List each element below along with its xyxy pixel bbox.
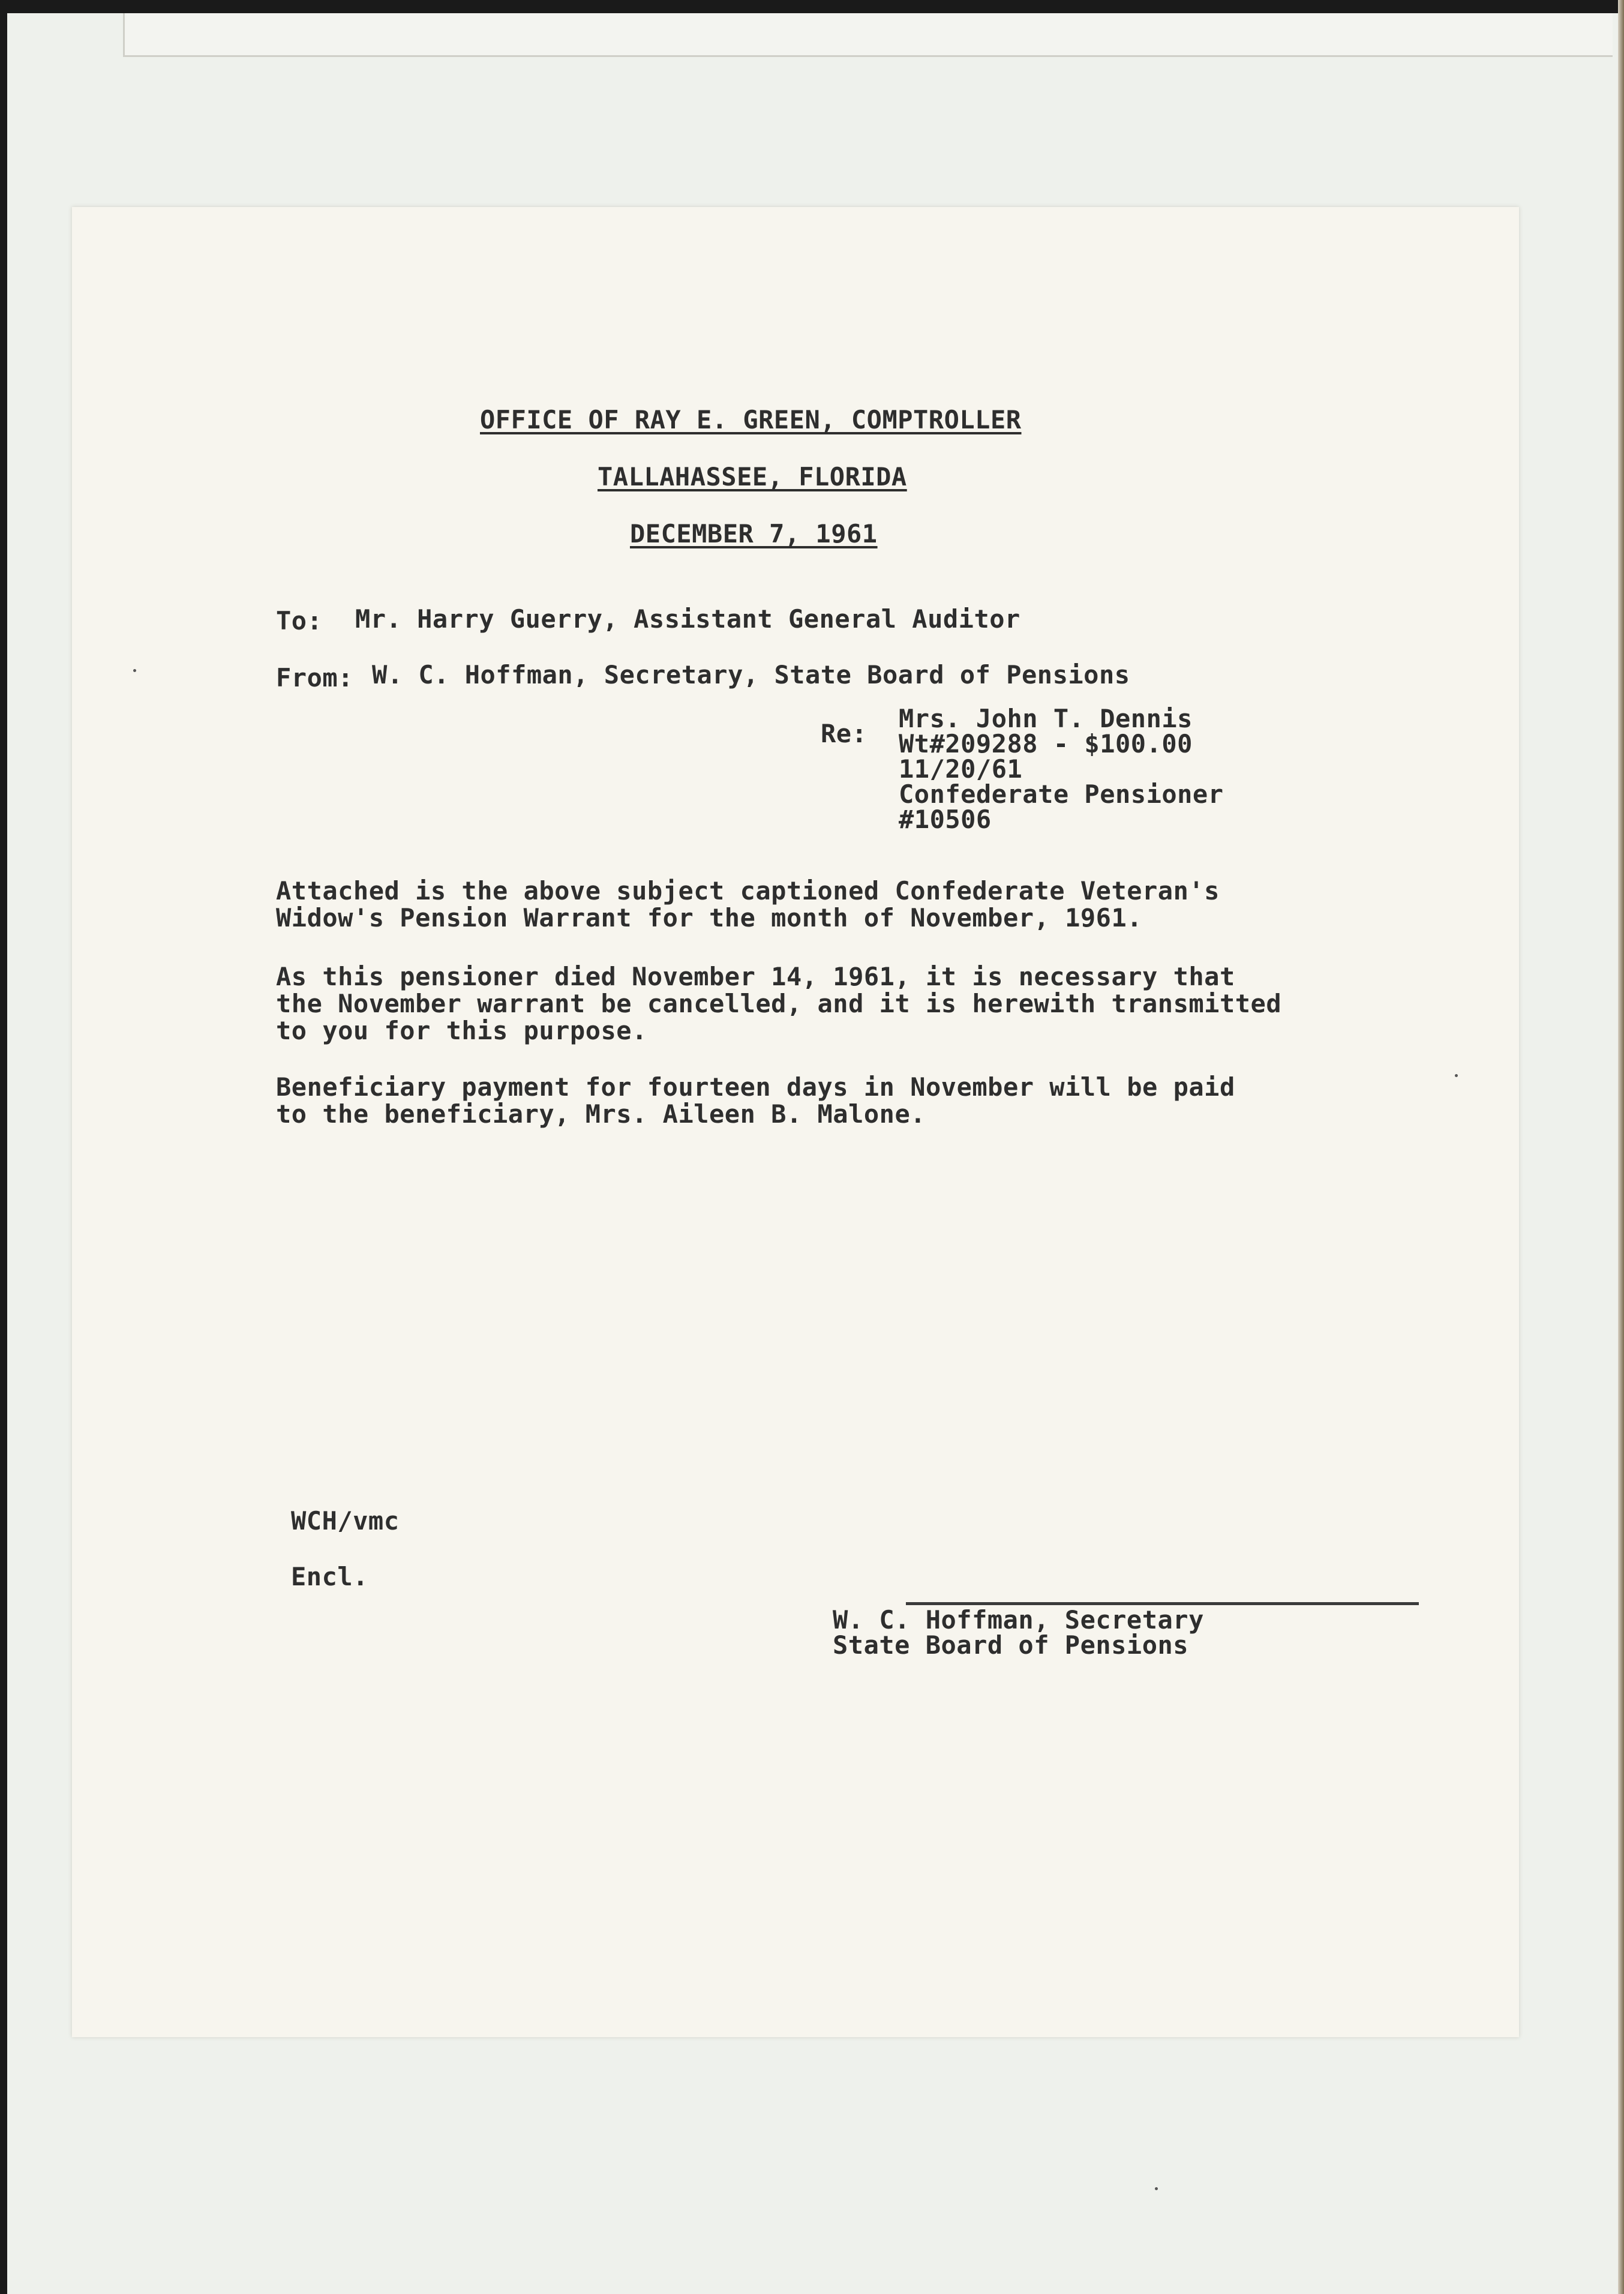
to-value: Mr. Harry Guerry, Assistant General Auditor — [355, 604, 1020, 634]
typist-initials: WCH/vmc — [291, 1506, 400, 1536]
scanner-top-edge — [0, 0, 1624, 13]
letter-date: DECEMBER 7, 1961 — [630, 519, 878, 548]
body-line: to the beneficiary, Mrs. Aileen B. Malone. — [276, 1099, 926, 1129]
backing-sheet — [123, 13, 1613, 57]
re-line: Mrs. John T. Dennis — [899, 704, 1193, 733]
re-label: Re: — [821, 719, 867, 748]
scanner-right-edge — [1618, 0, 1624, 2294]
body-line: Attached is the above subject captioned Confederate Veteran's — [276, 876, 1220, 905]
letter-page — [72, 207, 1519, 2037]
signature-name: W. C. Hoffman, Secretary — [833, 1605, 1204, 1635]
dust-speck — [133, 669, 136, 672]
letterhead-city: TALLAHASSEE, FLORIDA — [598, 462, 907, 491]
re-line: #10506 — [899, 805, 992, 834]
signature-org: State Board of Pensions — [833, 1630, 1189, 1660]
body-line: Widow's Pension Warrant for the month of November, 1961. — [276, 903, 1143, 932]
body-line: As this pensioner died November 14, 1961, it is necessary that — [276, 962, 1235, 991]
body-line: the November warrant be cancelled, and it is herewith transmitted — [276, 989, 1282, 1018]
scanner-left-edge — [0, 0, 7, 2294]
from-label: From: — [276, 663, 353, 692]
from-value: W. C. Hoffman, Secretary, State Board of Pensions — [372, 660, 1130, 689]
body-line: Beneficiary payment for fourteen days in November will be paid — [276, 1072, 1235, 1102]
dust-speck — [1455, 1074, 1458, 1077]
to-label: To: — [276, 606, 323, 635]
re-line: Wt#209288 - $100.00 — [899, 729, 1193, 758]
re-line: 11/20/61 — [899, 754, 1023, 784]
body-line: to you for this purpose. — [276, 1016, 647, 1045]
dust-speck — [1155, 2187, 1158, 2190]
enclosure-note: Encl. — [291, 1562, 368, 1591]
re-line: Confederate Pensioner — [899, 779, 1224, 809]
letterhead-office: OFFICE OF RAY E. GREEN, COMPTROLLER — [480, 405, 1022, 434]
